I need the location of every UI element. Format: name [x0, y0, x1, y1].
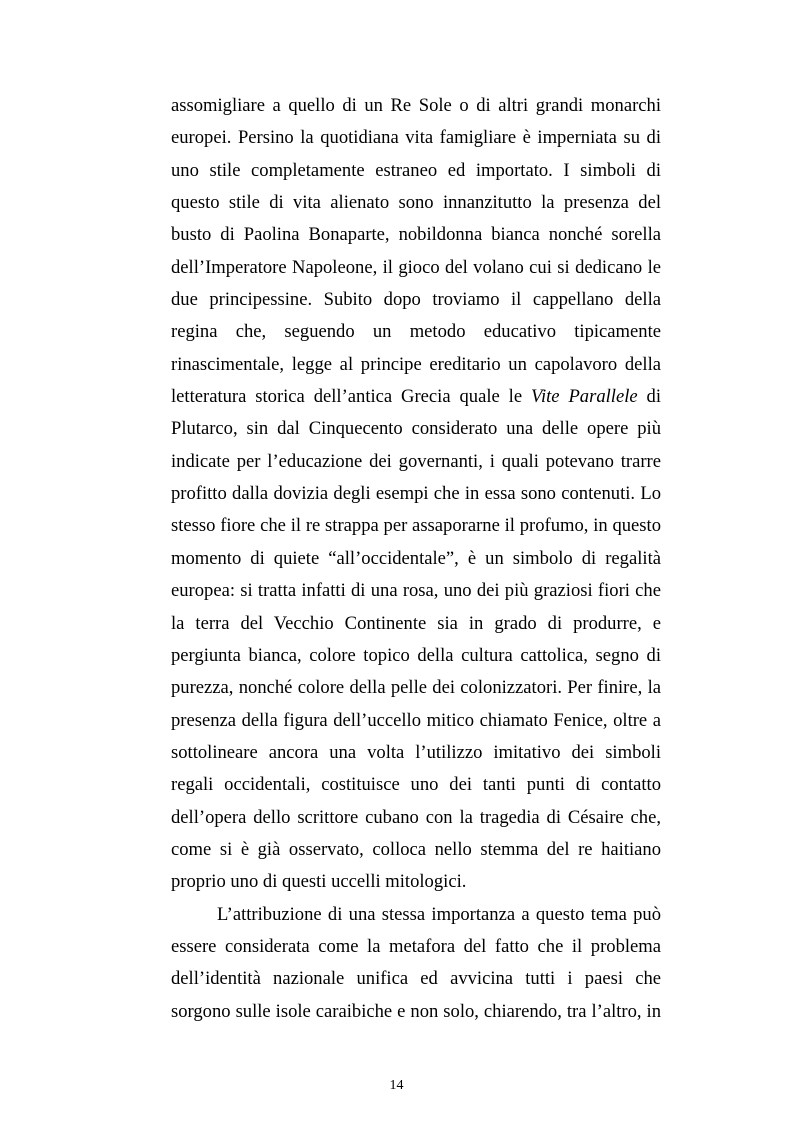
page-number: 14 — [389, 1078, 404, 1093]
text-line: assomigliare a quello di un Re Sole o di altri grandi monarchi — [171, 95, 661, 116]
text-line: dell’opera dello scrittore cubano con la tragedia di Césaire che, — [171, 806, 661, 828]
text-line: come si è già osservato, colloca nello stemma del re haitiano — [171, 838, 661, 860]
text-line: proprio uno di questi uccelli mitologici. — [171, 871, 467, 893]
text-line: Plutarco, sin dal Cinquecento considerato una delle opere più — [171, 418, 661, 440]
text-line: profitto dalla dovizia degli esempi che in essa sono contenuti. Lo — [171, 483, 661, 505]
text-line: purezza, nonché colore della pelle dei colonizzatori. Per finire, la — [171, 677, 661, 699]
text-line: stesso fiore che il re strappa per assaporarne il profumo, in questo — [171, 515, 661, 537]
text-line: presenza della figura dell’uccello mitico chiamato Fenice, oltre a — [171, 709, 661, 731]
text-line: L’attribuzione di una stessa importanza a questo tema può — [217, 903, 661, 925]
text-line: essere considerata come la metafora del fatto che il problema — [171, 935, 661, 957]
text-line: indicate per l’educazione dei governanti, i quali potevano trarre — [171, 450, 661, 472]
text-line: la terra del Vecchio Continente sia in grado di produrre, e — [171, 612, 661, 634]
text-line: dell’identità nazionale unifica ed avvicina tutti i paesi che — [171, 968, 661, 990]
text-line: busto di Paolina Bonaparte, nobildonna bianca nonché sorella — [171, 224, 661, 246]
text-line: regali occidentali, costituisce uno dei tanti punti di contatto — [171, 774, 661, 796]
text-segment: letteratura storica dell’antica Grecia quale le — [171, 386, 523, 408]
text-line: uno stile completamente estraneo ed importato. I simboli di — [171, 159, 661, 181]
text-line: rinascimentale, legge al principe ereditario un capolavoro della — [171, 353, 661, 375]
text-line-with-title — [171, 381, 661, 413]
text-line: due principessine. Subito dopo troviamo il cappellano della — [171, 289, 661, 311]
text-line: europea: si tratta infatti di una rosa, uno dei più graziosi fiori che — [171, 580, 661, 602]
text-line: questo stile di vita alienato sono innanzitutto la presenza del — [171, 192, 661, 214]
paragraph-1 — [171, 90, 661, 899]
text-line: dell’Imperatore Napoleone, il gioco del volano cui si dedicano le — [171, 256, 661, 278]
text-line: momento di quiete “all’occidentale”, è un simbolo di regalità — [171, 547, 661, 569]
text-line: pergiunta bianca, colore topico della cultura cattolica, segno di — [171, 644, 661, 666]
paragraph-2 — [171, 899, 661, 1028]
text-segment: di — [646, 386, 662, 408]
text-line: sorgono sulle isole caraibiche e non solo, chiarendo, tra l’altro, in — [171, 1000, 661, 1022]
text-line: europei. Persino la quotidiana vita famigliare è imperniata su di — [171, 127, 661, 149]
text-line: sottolineare ancora una volta l’utilizzo imitativo dei simboli — [171, 741, 661, 763]
body-text — [171, 90, 661, 1028]
text-line: regina che, seguendo un metodo educativo tipicamente — [171, 321, 661, 343]
book-title: Vite Parallele — [530, 386, 638, 408]
